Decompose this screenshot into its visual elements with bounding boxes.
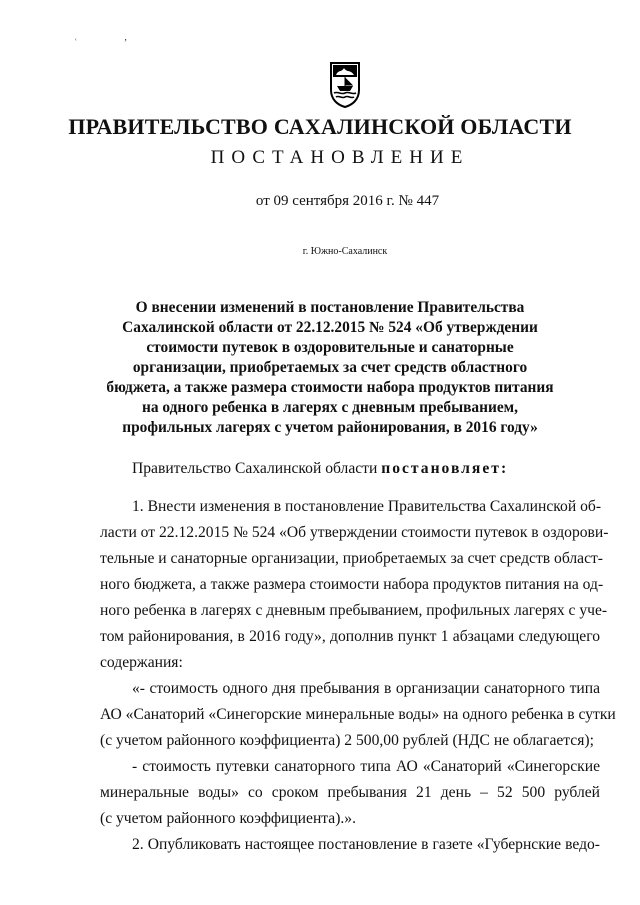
document-body <box>100 456 616 858</box>
body-line: содержания: <box>100 654 183 671</box>
heading-line: на одного ребенка в лагерях с дневным пребыванием, <box>141 399 519 416</box>
body-line: (с учетом районного коэффициента) 2 500,00 рублей (НДС не облагается); <box>100 732 594 749</box>
body-line: 2. Опубликовать настоящее постановление в газете «Губернские ведо- <box>132 836 600 853</box>
body-line: 1. Внести изменения в постановление Правительства Сахалинской об- <box>132 498 602 515</box>
body-line: тельные и санаторные организации, приобретаемых за счет средств област- <box>100 550 603 567</box>
heading-line: Сахалинской области от 22.12.2015 № 524 «Об утверждении <box>122 319 538 336</box>
body-line: ного ребенка в лагерях с дневным пребыванием, профильных лагерях с уче- <box>100 602 608 619</box>
document-date-number: от 09 сентября 2016 г. № 447 <box>255 193 440 209</box>
heading-line: профильных лагерях с учетом районирования, в 2016 году» <box>122 419 538 436</box>
sakhalin-coat-of-arms-icon <box>328 60 362 108</box>
document-city: г. Южно-Сахалинск <box>302 246 388 257</box>
heading-line: стоимости путевок в оздоровительные и санаторные <box>146 339 514 356</box>
heading-line: бюджета, а также размера стоимости набора продуктов питания <box>106 379 554 396</box>
intro-decree-word: постановляет: <box>381 460 509 477</box>
body-line: минеральные воды» со сроком пребывания 21 день – 52 500 рублей <box>100 784 600 801</box>
body-line: ного бюджета, а также размера стоимости набора продуктов питания на од- <box>100 576 604 593</box>
intro-text: Правительство Сахалинской области <box>132 460 382 477</box>
government-title: ПРАВИТЕЛЬСТВО САХАЛИНСКОЙ ОБЛАСТИ <box>68 114 572 139</box>
body-line: ласти от 22.12.2015 № 524 «Об утверждении стоимости путевок в оздорови- <box>100 524 609 541</box>
scan-marks: ʿ ʼ <box>74 38 150 49</box>
body-line: АО «Санаторий «Синегорские минеральные воды» на одного ребенка в сутки <box>100 706 616 723</box>
body-line: (с учетом районного коэффициента).». <box>100 810 357 827</box>
body-line: «- стоимость одного дня пребывания в организации санаторного типа <box>132 680 600 697</box>
heading-line: организации, приобретаемых за счет средств областного <box>132 359 528 376</box>
body-line: том районирования, в 2016 году», дополнив пункт 1 абзацами следующего <box>100 628 600 645</box>
heading-line: О внесении изменений в постановление Правительства <box>135 299 525 316</box>
document-heading <box>100 298 560 438</box>
intro-paragraph <box>100 456 600 482</box>
body-line: - стоимость путевки санаторного типа АО «Санаторий «Синегорские <box>132 758 600 775</box>
document-type: ПОСТАНОВЛЕНИЕ <box>210 147 470 168</box>
